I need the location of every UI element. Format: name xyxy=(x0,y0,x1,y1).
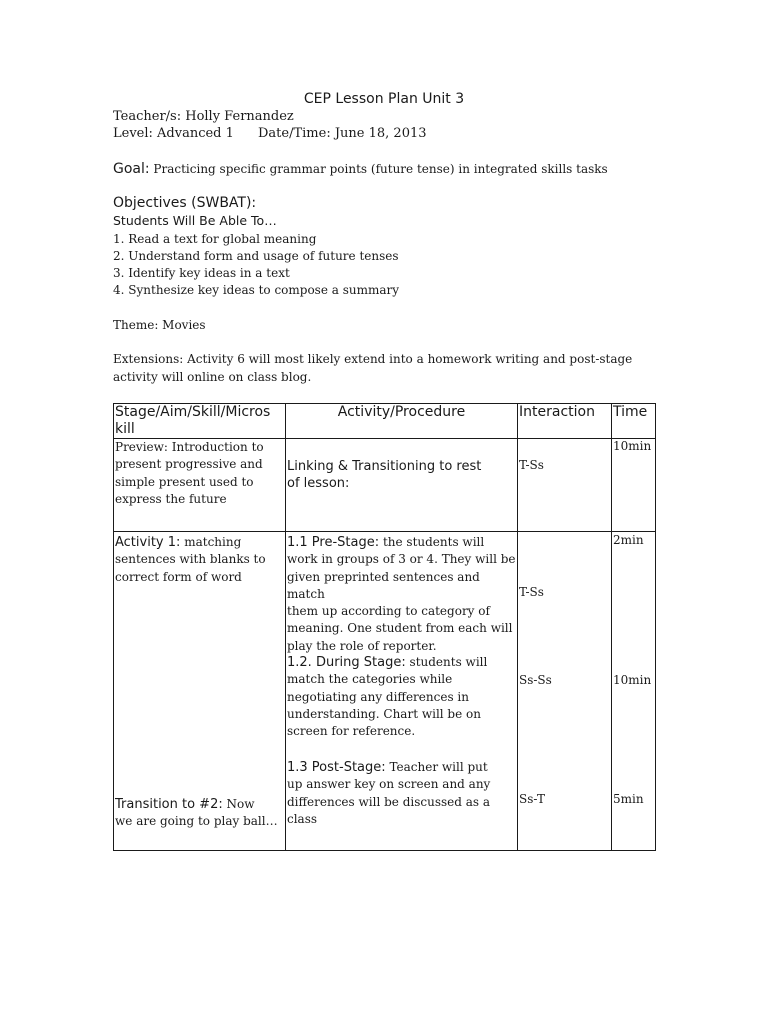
theme-line: Theme: Movies xyxy=(113,318,206,332)
goal-line xyxy=(113,160,608,178)
pre-stage-line: play the role of reporter. xyxy=(287,638,437,653)
header-interaction: Interaction xyxy=(518,404,612,439)
during-stage-line: screen for reference. xyxy=(287,724,416,739)
objective-item: 1. Read a text for global meaning xyxy=(113,232,317,246)
post-stage-line: class xyxy=(287,811,318,826)
transition-label: Transition to #2: xyxy=(115,797,223,812)
row2-interaction xyxy=(518,532,612,851)
transition-line: Now xyxy=(222,797,255,811)
objectives-sub: Students Will Be Able To… xyxy=(113,213,277,228)
objective-item: 2. Understand form and usage of future tenses xyxy=(113,249,399,263)
time-value: 2min xyxy=(613,533,644,547)
page-title: CEP Lesson Plan Unit 3 xyxy=(303,91,465,107)
pre-stage-block xyxy=(287,533,517,655)
during-stage-line: understanding. Chart will be on xyxy=(287,706,481,721)
row1-stage-line: Preview: Introduction to xyxy=(115,440,264,454)
lesson-plan-table xyxy=(113,403,656,851)
row2-time xyxy=(612,532,656,851)
pre-stage-line: the students will xyxy=(379,535,485,549)
datetime-line: Date/Time: June 18, 2013 xyxy=(258,126,427,141)
interaction-value: Ss-T xyxy=(519,792,546,806)
post-stage-label: 1.3 Post-Stage: xyxy=(287,760,386,775)
row1-time: 10min xyxy=(612,439,656,532)
goal-label: Goal: xyxy=(113,161,150,177)
header-stage xyxy=(114,404,286,439)
pre-stage-line: work in groups of 3 or 4. They will be xyxy=(287,552,516,567)
goal-text: Practicing specific grammar points (future tense) in integrated skills tasks xyxy=(149,162,608,176)
row1-stage xyxy=(114,439,286,532)
time-value: 5min xyxy=(613,792,644,806)
row2-stage-line: correct form of word xyxy=(115,569,242,584)
row1-activity-text xyxy=(287,458,481,492)
row1-interaction xyxy=(518,439,612,532)
table-row xyxy=(114,439,656,532)
post-stage-line: Teacher will put xyxy=(385,760,488,774)
row1-stage-line: simple present used to xyxy=(115,474,254,489)
interaction-value: Ss-Ss xyxy=(519,673,552,687)
extensions-line: activity will online on class blog. xyxy=(113,370,312,384)
row2-activity xyxy=(286,532,518,851)
transition-line: we are going to play ball… xyxy=(115,814,278,829)
post-stage-line: differences will be discussed as a xyxy=(287,794,491,809)
post-stage-line: up answer key on screen and any xyxy=(287,777,491,792)
table-header-row xyxy=(114,404,656,439)
row2-stage-line: matching xyxy=(180,535,242,549)
table-row xyxy=(114,532,656,851)
row1-activity-line: of lesson: xyxy=(287,476,350,491)
objective-item: 4. Synthesize key ideas to compose a summary xyxy=(113,283,400,297)
header-stage-line2: kill xyxy=(115,421,135,437)
interaction-value: T-Ss xyxy=(519,585,544,599)
objectives-heading: Objectives (SWBAT): xyxy=(113,195,257,211)
row1-interaction-value: T-Ss xyxy=(519,458,544,472)
row2-stage-line: sentences with blanks to xyxy=(115,552,266,567)
during-stage-line: match the categories while xyxy=(287,672,453,687)
time-value: 10min xyxy=(613,673,652,687)
row1-activity xyxy=(286,439,518,532)
activity1-label: Activity 1: xyxy=(115,535,181,550)
during-stage-block xyxy=(287,653,487,740)
extensions-line: Extensions: Activity 6 will most likely extend into a homework writing and post-stage xyxy=(113,352,633,366)
during-stage-label: 1.2. During Stage: xyxy=(287,655,406,670)
header-time: Time xyxy=(612,404,656,439)
row1-stage-line: present progressive and xyxy=(115,457,263,472)
level-line: Level: Advanced 1 xyxy=(113,126,234,141)
row2-stage-text xyxy=(115,533,266,586)
row1-activity-line: Linking & Transitioning to rest xyxy=(287,459,482,474)
row1-stage-line: express the future xyxy=(115,491,227,506)
objective-item: 3. Identify key ideas in a text xyxy=(113,266,290,280)
teacher-line: Teacher/s: Holly Fernandez xyxy=(113,109,294,124)
pre-stage-label: 1.1 Pre-Stage: xyxy=(287,535,380,550)
post-stage-block xyxy=(287,758,490,828)
header-activity: Activity/Procedure xyxy=(286,404,518,439)
transition-text xyxy=(115,795,278,831)
during-stage-line: students will xyxy=(405,655,488,669)
pre-stage-line: given preprinted sentences and match xyxy=(287,569,480,601)
row2-stage xyxy=(114,532,286,851)
header-stage-line1: Stage/Aim/Skill/Micros xyxy=(115,404,271,420)
pre-stage-line: them up according to category of xyxy=(287,604,490,619)
pre-stage-line: meaning. One student from each will xyxy=(287,621,513,636)
during-stage-line: negotiating any differences in xyxy=(287,689,469,704)
